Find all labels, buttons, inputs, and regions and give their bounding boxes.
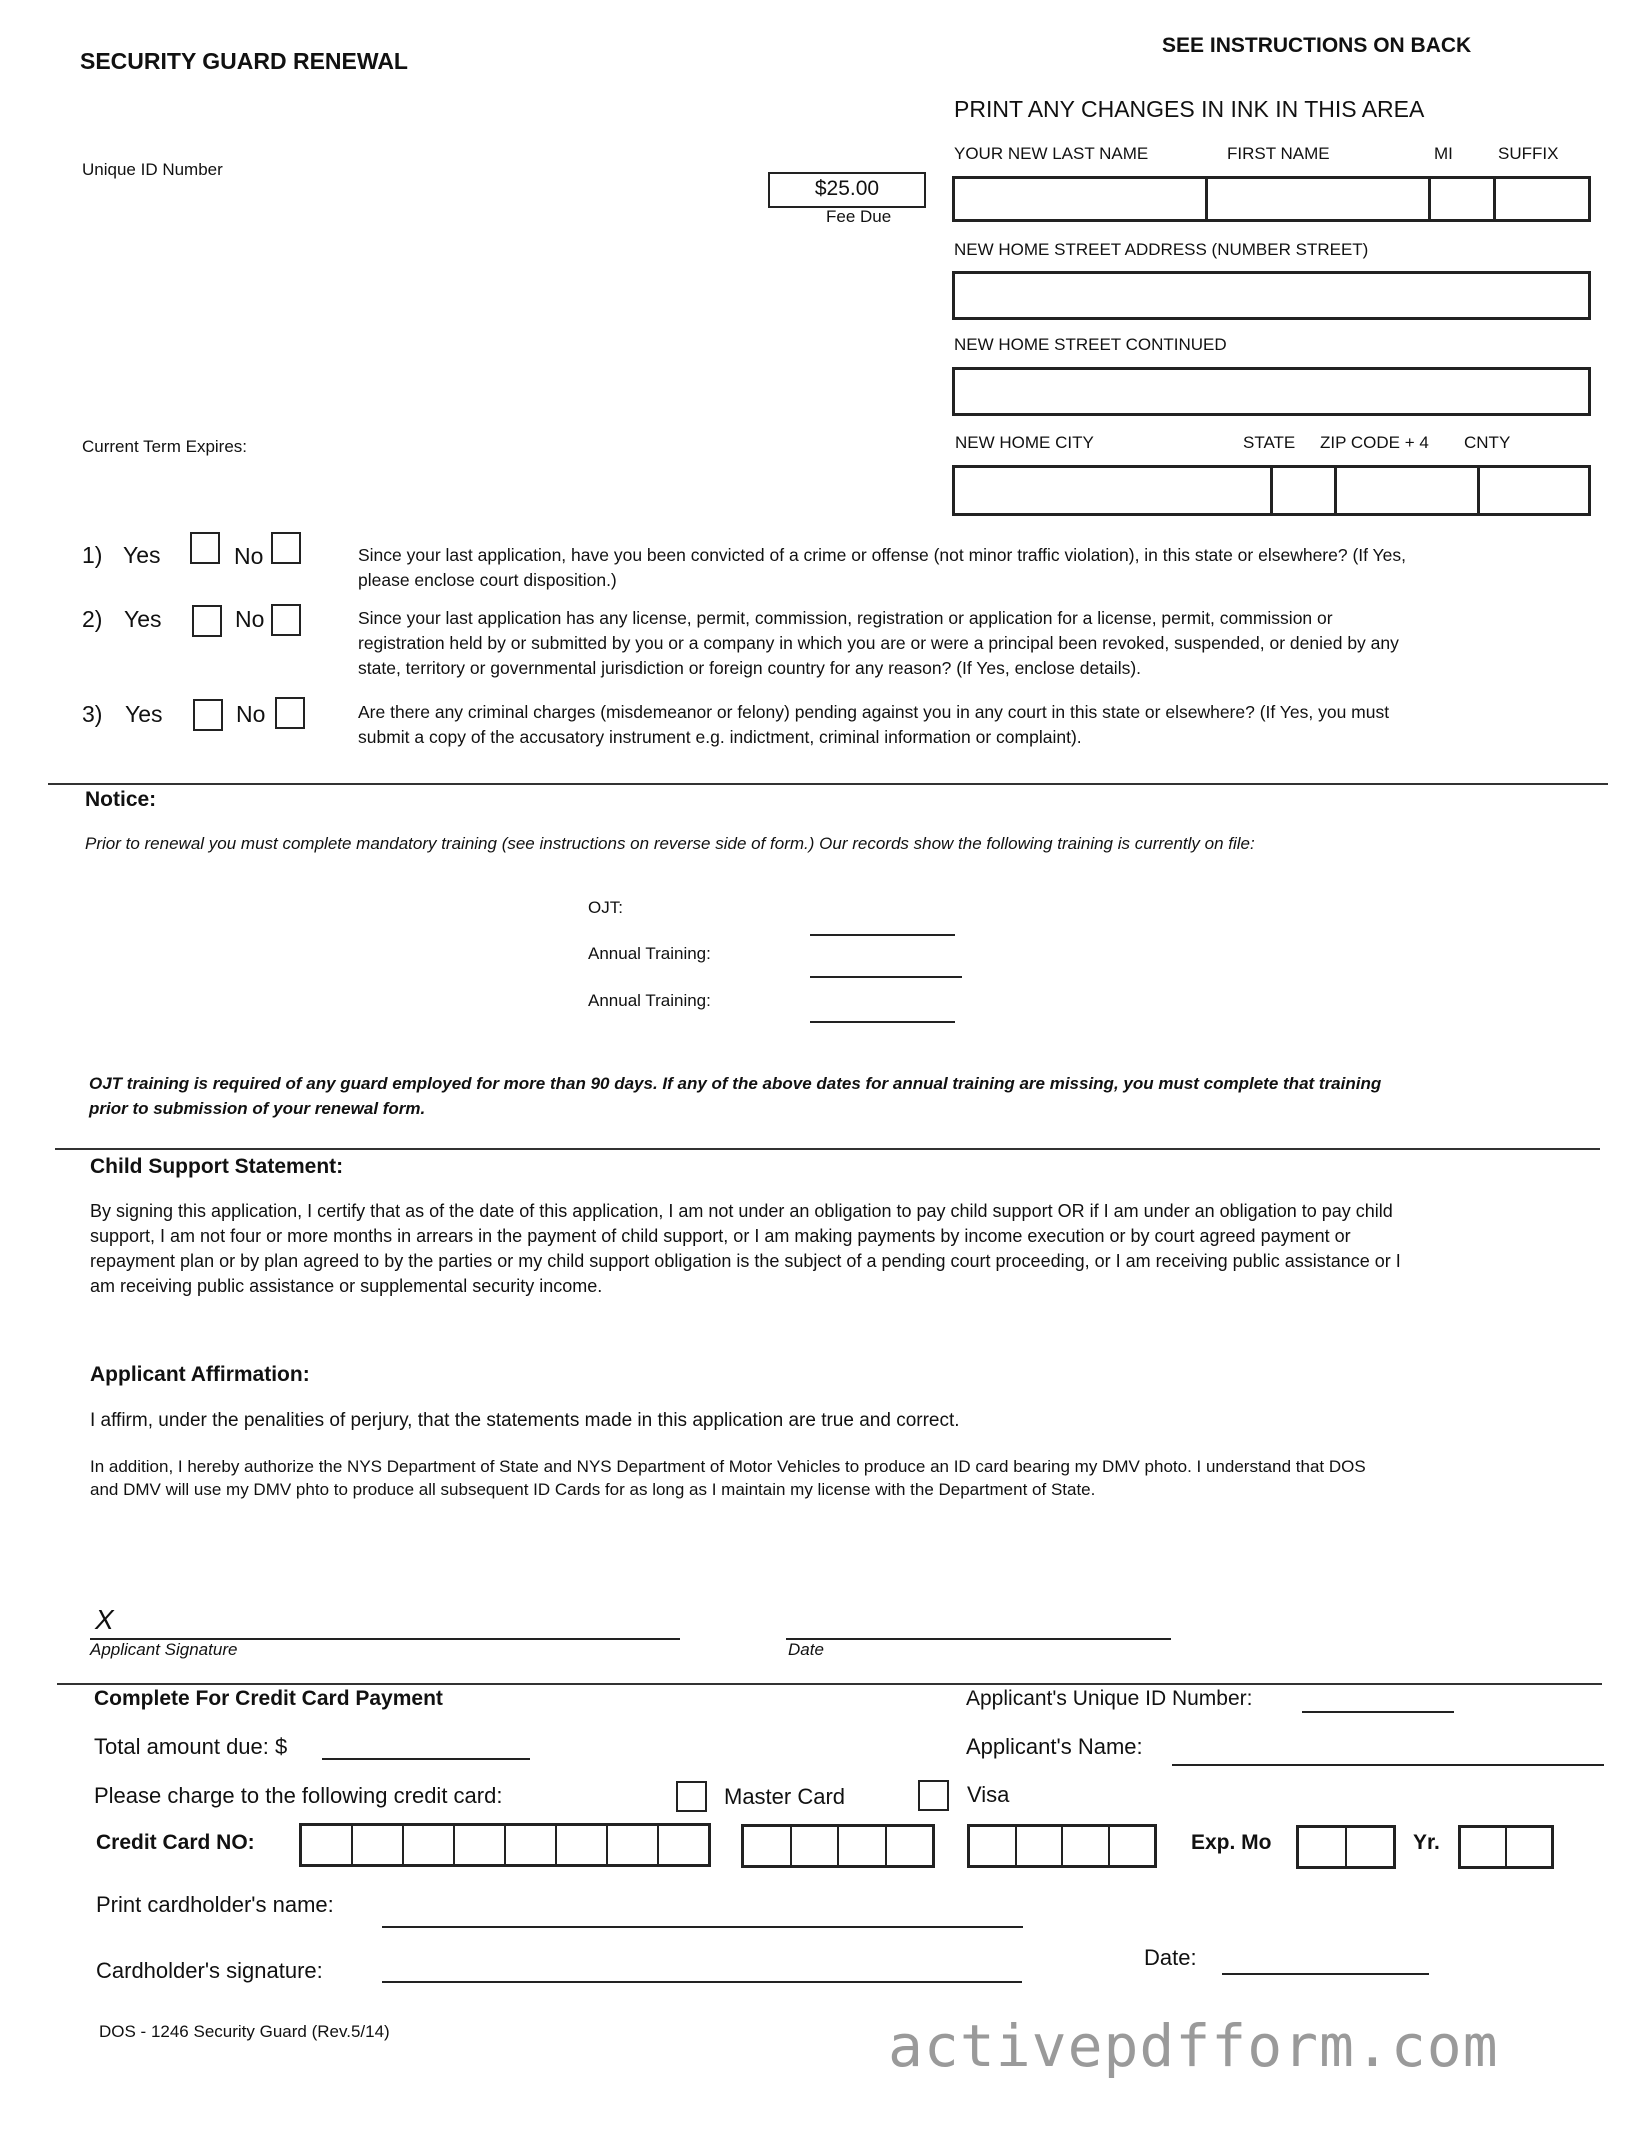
- county-label: CNTY: [1464, 433, 1511, 452]
- street-cont-label: NEW HOME STREET CONTINUED: [954, 335, 1227, 354]
- state-field[interactable]: [1270, 465, 1337, 516]
- city-label: NEW HOME CITY: [955, 433, 1094, 452]
- instructions-note: SEE INSTRUCTIONS ON BACK: [1162, 34, 1472, 57]
- q1-no-checkbox[interactable]: [271, 532, 301, 564]
- authorization-text: In addition, I hereby authorize the NYS Department of State and NYS Department of Motor Vehicles to produce an ID card bearing my DMV photo. I understand that DOS and DMV will use my DMV phto to produce all subsequent ID Cards for as long as I maintain my license with the Department of State.: [90, 1457, 1366, 1499]
- q1-text: Since your last application, have you been convicted of a crime or offense (not minor traffic violation), in this state or elsewhere? (If Yes, please enclose court disposition.): [358, 545, 1406, 590]
- applicant-name-line[interactable]: [1172, 1764, 1604, 1766]
- child-support-heading: Child Support Statement:: [90, 1155, 344, 1178]
- fee-box: [768, 172, 926, 208]
- payment-unique-id-label: Applicant's Unique ID Number:: [966, 1687, 1253, 1710]
- mi-field[interactable]: [1428, 176, 1496, 222]
- suffix-label: SUFFIX: [1498, 144, 1559, 163]
- divider: [48, 783, 1608, 785]
- signature-x-mark: X: [95, 1604, 114, 1635]
- card-number-group-3[interactable]: [967, 1824, 1157, 1868]
- first-name-label: FIRST NAME: [1227, 144, 1330, 163]
- street-cont-field[interactable]: [952, 367, 1591, 416]
- q2-no-label: No: [235, 606, 265, 632]
- visa-label: Visa: [967, 1782, 1010, 1807]
- ojt-date-line[interactable]: [810, 934, 955, 936]
- ojt-requirement-note: OJT training is required of any guard employed for more than 90 days. If any of the above dates for annual training are missing, you must complete that training prior to submission of your renewal form.: [89, 1074, 1382, 1118]
- q2-yes-label: Yes: [124, 606, 162, 632]
- q2-number: 2): [82, 606, 103, 632]
- q3-yes-label: Yes: [125, 701, 163, 727]
- card-number-group-1[interactable]: [299, 1823, 711, 1867]
- ojt-label: OJT:: [588, 898, 623, 917]
- affirmation-heading: Applicant Affirmation:: [90, 1363, 310, 1386]
- card-number-group-2[interactable]: [741, 1824, 935, 1868]
- mastercard-checkbox[interactable]: [676, 1781, 707, 1812]
- divider: [55, 1148, 1600, 1150]
- exp-month-field[interactable]: [1296, 1825, 1396, 1869]
- watermark: activepdfform.com: [888, 2012, 1499, 2080]
- applicant-name-label: Applicant's Name:: [966, 1734, 1143, 1759]
- city-field[interactable]: [952, 465, 1273, 516]
- charge-card-label: Please charge to the following credit card:: [94, 1783, 503, 1808]
- payment-unique-id-line[interactable]: [1302, 1711, 1454, 1713]
- form-title: SECURITY GUARD RENEWAL: [80, 48, 408, 74]
- q3-no-label: No: [236, 701, 266, 727]
- q2-no-checkbox[interactable]: [271, 604, 301, 636]
- mi-label: MI: [1434, 144, 1453, 163]
- form-id: DOS - 1246 Security Guard (Rev.5/14): [99, 2022, 390, 2041]
- visa-checkbox[interactable]: [918, 1780, 949, 1811]
- q1-yes-checkbox[interactable]: [190, 532, 220, 564]
- total-amount-line[interactable]: [322, 1758, 530, 1760]
- last-name-field[interactable]: [952, 176, 1208, 222]
- q3-yes-checkbox[interactable]: [193, 699, 223, 731]
- fee-amount: $25.00: [814, 177, 880, 200]
- exp-year-label: Yr.: [1413, 1831, 1440, 1854]
- applicant-date-line[interactable]: [786, 1638, 1171, 1640]
- q2-text: Since your last application has any license, permit, commission, registration or application for a license, permit, commission or registration held by or submitted by you or a company in which you are or were a principal been revoked, suspended, or denied by any state, territory or governmental jurisdiction or foreign country for any reason? (If Yes, enclose details).: [358, 608, 1399, 678]
- divider: [57, 1683, 1602, 1685]
- q3-text: Are there any criminal charges (misdemeanor or felony) pending against you in any court in this state or elsewhere? (If Yes, you must submit a copy of the accusatory instrument e.g. indictment, criminal information or complaint).: [358, 702, 1390, 747]
- term-expires-label: Current Term Expires:: [82, 437, 248, 456]
- zip-field[interactable]: [1334, 465, 1480, 516]
- changes-heading: PRINT ANY CHANGES IN INK IN THIS AREA: [954, 96, 1425, 122]
- street-field[interactable]: [952, 271, 1591, 320]
- fee-label: Fee Due: [826, 207, 892, 226]
- cardholder-name-label: Print cardholder's name:: [96, 1892, 334, 1917]
- exp-month-label: Exp. Mo: [1191, 1831, 1272, 1854]
- notice-text: Prior to renewal you must complete mandatory training (see instructions on reverse side of form.) Our records show the following training is currently on file:: [85, 834, 1255, 853]
- applicant-date-label: Date: [788, 1640, 824, 1659]
- cardholder-signature-label: Cardholder's signature:: [96, 1958, 323, 1983]
- notice-heading: Notice:: [85, 788, 157, 811]
- child-support-text: By signing this application, I certify that as of the date of this application, I am not under an obligation to pay child support OR if I am under an obligation to pay child support, I am not four or more months in arrears in the payment of child support, or I am making payments by income execution or by court agreed payment or repayment plan or by plan agreed to by the parties or my child support obligation is the subject of a pending court proceeding, or I am receiving public assistance or I am receiving public assistance or supplemental security income.: [90, 1201, 1401, 1296]
- payment-date-line[interactable]: [1222, 1973, 1429, 1975]
- payment-date-label: Date:: [1144, 1945, 1197, 1970]
- q3-number: 3): [82, 701, 103, 727]
- annual-training-1-line[interactable]: [810, 976, 962, 978]
- q2-yes-checkbox[interactable]: [192, 605, 222, 637]
- exp-year-field[interactable]: [1458, 1825, 1554, 1869]
- credit-card-no-label: Credit Card NO:: [96, 1831, 255, 1854]
- mastercard-label: Master Card: [724, 1784, 846, 1809]
- cardholder-name-line[interactable]: [382, 1926, 1023, 1928]
- applicant-signature-label: Applicant Signature: [90, 1640, 238, 1659]
- cardholder-signature-line[interactable]: [382, 1981, 1022, 1983]
- payment-heading: Complete For Credit Card Payment: [94, 1687, 443, 1710]
- county-field[interactable]: [1477, 465, 1591, 516]
- annual-training-1-label: Annual Training:: [588, 944, 711, 963]
- suffix-field[interactable]: [1493, 176, 1591, 222]
- street-label: NEW HOME STREET ADDRESS (NUMBER STREET): [954, 240, 1369, 259]
- annual-training-2-line[interactable]: [810, 1021, 955, 1023]
- last-name-label: YOUR NEW LAST NAME: [954, 144, 1149, 163]
- q1-number: 1): [82, 542, 103, 568]
- zip-label: ZIP CODE + 4: [1320, 433, 1429, 452]
- q1-no-label: No: [234, 543, 264, 569]
- q3-no-checkbox[interactable]: [275, 697, 305, 729]
- first-name-field[interactable]: [1205, 176, 1431, 222]
- state-label: STATE: [1243, 433, 1296, 452]
- annual-training-2-label: Annual Training:: [588, 991, 711, 1010]
- total-amount-label: Total amount due: $: [94, 1734, 288, 1759]
- q1-yes-label: Yes: [123, 542, 161, 568]
- affirmation-text: I affirm, under the penalities of perjury, that the statements made in this application are true and correct.: [90, 1410, 960, 1431]
- unique-id-label: Unique ID Number: [82, 160, 223, 179]
